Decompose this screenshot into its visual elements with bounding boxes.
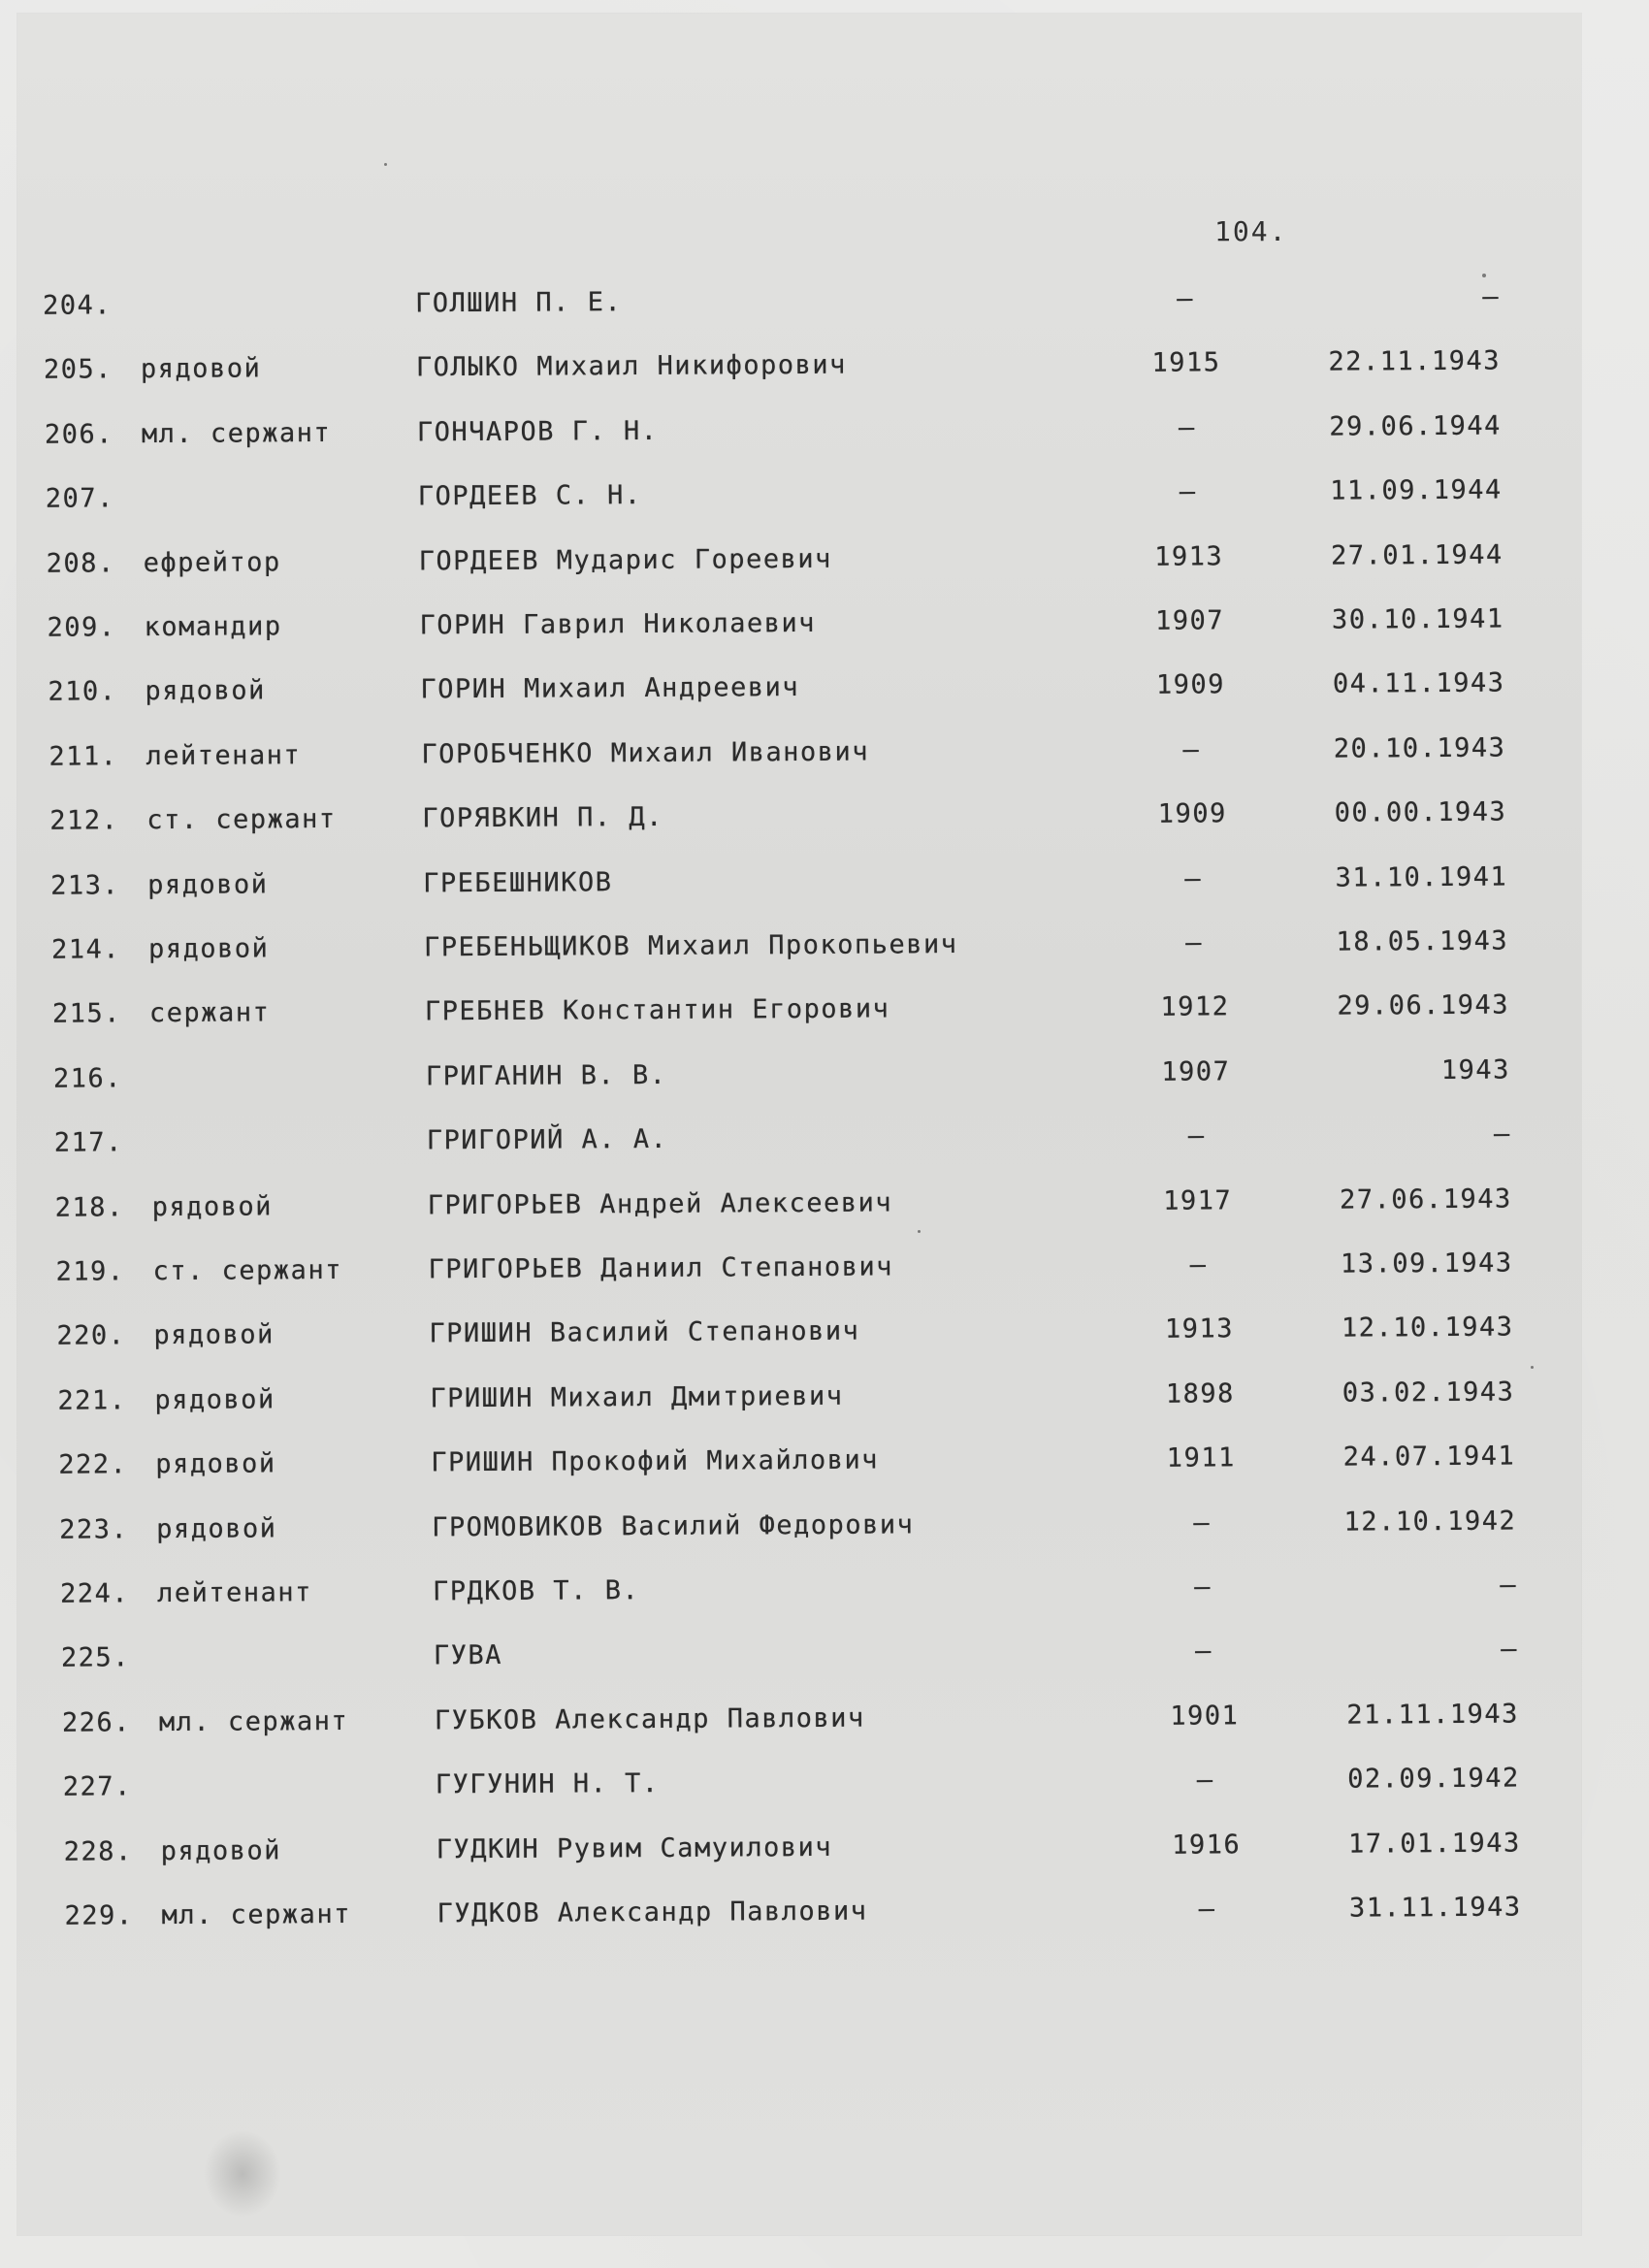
table-row [8,860,1649,928]
entry-number: 215. [51,998,122,1030]
military-rank: рядовой [147,933,270,965]
table-row [15,1376,1649,1443]
soldier-name: ГОРИН Гаврил Николаевич [419,607,817,641]
entry-number: 204. [42,290,113,321]
military-rank: мл. сержант [161,1898,351,1931]
table-row [13,1183,1649,1250]
birth-year: – [1178,412,1196,443]
entry-number: 223. [59,1513,129,1545]
soldier-name: ГОРЯВКИН П. Д. [422,802,663,834]
soldier-name: ГОРДЕЕВ Мударис Гореевич [418,543,832,576]
soldier-name: ГУДКИН Рувим Самуилович [436,1831,833,1864]
military-rank: рядовой [151,1190,274,1222]
soldier-name: ГРИГОРИЙ А. А. [426,1124,668,1156]
military-rank: рядовой [154,1384,275,1415]
entry-number: 226. [61,1707,132,1738]
death-date: 31.10.1941 [1335,861,1508,893]
table-row [22,1892,1649,1960]
death-date: – [1493,1118,1511,1150]
table-row [20,1763,1649,1831]
death-date: – [1482,281,1501,312]
military-rank: лейтенант [146,739,302,771]
table-row [4,538,1649,606]
birth-year: 1916 [1172,1829,1242,1861]
entry-number: 216. [52,1063,123,1094]
military-rank: сержант [148,997,271,1029]
soldier-name: ГУВА [433,1640,503,1671]
death-date: 31.11.1943 [1348,1892,1522,1924]
birth-year: 1915 [1151,347,1221,379]
table-row [11,1053,1649,1121]
entry-number: 210. [48,676,117,708]
birth-year: – [1182,734,1201,765]
table-row [10,989,1649,1057]
death-date: 27.06.1943 [1340,1183,1512,1215]
birth-year: 1909 [1155,669,1226,701]
soldier-name: ГОНЧАРОВ Г. Н. [416,415,659,448]
birth-year: – [1187,1120,1206,1151]
death-date: – [1500,1570,1518,1601]
entry-number: 209. [47,612,116,643]
military-rank: ст. сержант [146,804,337,836]
military-rank: рядовой [156,1512,277,1544]
death-date: 17.01.1943 [1348,1828,1521,1860]
entry-number: 206. [44,419,114,450]
entry-number: 218. [54,1191,124,1223]
soldier-name: ГРИГОРЬЕВ Даниил Степанович [428,1251,894,1285]
birth-year: 1912 [1160,991,1230,1023]
death-date: 27.01.1944 [1331,539,1504,571]
entry-number: 217. [53,1127,123,1158]
table-row [9,925,1649,993]
table-row [14,1247,1649,1315]
soldier-name: ГУБКОВ Александр Павлович [434,1702,865,1736]
birth-year: 1901 [1170,1701,1240,1732]
birth-year: – [1189,1249,1208,1280]
entry-number: 220. [56,1320,126,1352]
birth-year: – [1184,863,1203,894]
military-rank: мл. сержант [158,1705,349,1737]
birth-year: 1909 [1157,798,1227,829]
military-rank: ефрейтор [143,546,281,578]
table-row [12,1118,1649,1186]
soldier-name: ГРИШИН Прокофий Михайлович [431,1444,880,1478]
table-row [16,1505,1649,1572]
military-rank: командир [144,611,282,643]
ink-speck [384,163,387,166]
death-date: 18.05.1943 [1336,925,1509,957]
soldier-name: ГРИГОРЬЕВ Андрей Алексеевич [427,1187,893,1220]
entry-number: 205. [43,354,113,386]
entry-number: 214. [50,934,121,965]
table-row [14,1312,1649,1379]
death-date: 12.10.1942 [1343,1506,1517,1538]
table-row [18,1634,1649,1701]
death-date: 03.02.1943 [1342,1377,1515,1409]
table-row [0,281,1649,349]
birth-year: – [1185,927,1204,958]
table-row [16,1441,1649,1508]
entry-number: 208. [46,547,115,579]
entry-number: 219. [55,1256,125,1287]
soldier-name: ГРЕБЕШНИКОВ [423,866,613,898]
death-date: 30.10.1941 [1331,603,1504,635]
soldier-name: ГРИШИН Михаил Дмитриевич [430,1380,844,1414]
death-date: 04.11.1943 [1332,667,1505,700]
soldier-name: ГУДКОВ Александр Павлович [436,1895,868,1929]
death-date: 24.07.1941 [1342,1441,1516,1473]
table-row [3,474,1649,542]
birth-year: – [1198,1894,1216,1925]
ink-speck [918,1230,921,1233]
military-rank: ст. сержант [152,1254,342,1287]
birth-year: – [1194,1636,1212,1667]
soldier-name: ГРИГАНИН В. В. [425,1059,667,1092]
death-date: 20.10.1943 [1333,732,1506,764]
table-row [5,603,1649,671]
death-date: 12.10.1943 [1341,1312,1514,1345]
table-row [2,409,1649,477]
military-rank: лейтенант [156,1577,312,1609]
soldier-name: ГОРОБЧЕНКО Михаил Иванович [421,736,870,770]
death-date: 29.06.1943 [1337,989,1510,1022]
military-rank: рядовой [147,868,269,900]
soldier-name: ГРЕБНЕВ Константин Егорович [424,993,890,1027]
soldier-name: ГРИШИН Василий Степанович [429,1316,860,1349]
death-date: 1943 [1440,1054,1510,1085]
entry-number: 213. [50,869,120,901]
birth-year: 1917 [1163,1184,1233,1216]
soldier-name: ГОРИН Михаил Андреевич [420,672,800,705]
table-row [6,731,1649,799]
table-row [17,1570,1649,1637]
entry-number: 229. [64,1900,134,1931]
death-date: 13.09.1943 [1340,1247,1513,1280]
birth-year: 1907 [1161,1056,1231,1087]
soldier-name: ГОРДЕЕВ С. Н. [417,480,642,512]
death-date: 02.09.1942 [1347,1763,1520,1795]
table-row [21,1827,1649,1895]
birth-year: – [1177,283,1195,314]
ink-speck [1482,274,1486,277]
entry-number: 212. [49,805,119,836]
soldier-name: ГОЛШИН П. Е. [414,287,623,319]
soldier-name: ГУГУНИН Н. Т. [435,1768,660,1800]
military-rank: рядовой [153,1319,275,1351]
birth-year: – [1194,1571,1212,1603]
table-row [5,667,1649,735]
military-rank: мл. сержант [141,417,332,449]
table-row [1,345,1649,413]
table-row [19,1698,1649,1766]
entry-number: 228. [63,1835,133,1867]
military-rank: рядовой [160,1834,282,1866]
entry-number: 207. [45,483,114,514]
soldier-name: ГРОМОВИКОВ Василий Федорович [432,1508,915,1542]
birth-year: – [1196,1765,1214,1796]
entry-number: 225. [60,1642,131,1674]
page-number: 104. [1214,215,1288,247]
military-rank: рядовой [145,675,266,707]
entry-number: 224. [59,1578,130,1609]
birth-year: 1913 [1164,1313,1235,1345]
death-date: – [1501,1634,1519,1666]
military-rank: рядовой [140,353,262,385]
birth-year: 1907 [1154,605,1225,636]
death-date: 22.11.1943 [1328,345,1502,378]
birth-year: 1911 [1166,1442,1236,1474]
entry-number: 227. [62,1771,132,1802]
death-date: 00.00.1943 [1334,796,1507,828]
soldier-name: ГОЛЫКО Михаил Никифорович [415,350,847,383]
death-date: 11.09.1944 [1330,474,1503,506]
soldier-name: ГРДКОВ Т. В. [432,1575,640,1607]
soldier-name: ГРЕБЕНЬЩИКОВ Михаил Прокопьевич [423,929,958,963]
fingerprint-smudge [204,2130,281,2218]
death-date: 21.11.1943 [1346,1699,1519,1731]
ink-speck [1531,1366,1534,1369]
entry-number: 221. [57,1385,127,1416]
birth-year: – [1193,1507,1212,1539]
birth-year: 1898 [1165,1378,1235,1409]
military-rank: рядовой [155,1448,276,1480]
birth-year: – [1179,476,1197,507]
table-row [7,796,1649,864]
entry-number: 211. [48,741,118,772]
death-date: 29.06.1944 [1329,410,1502,442]
birth-year: 1913 [1154,540,1224,572]
entry-number: 222. [58,1449,128,1480]
